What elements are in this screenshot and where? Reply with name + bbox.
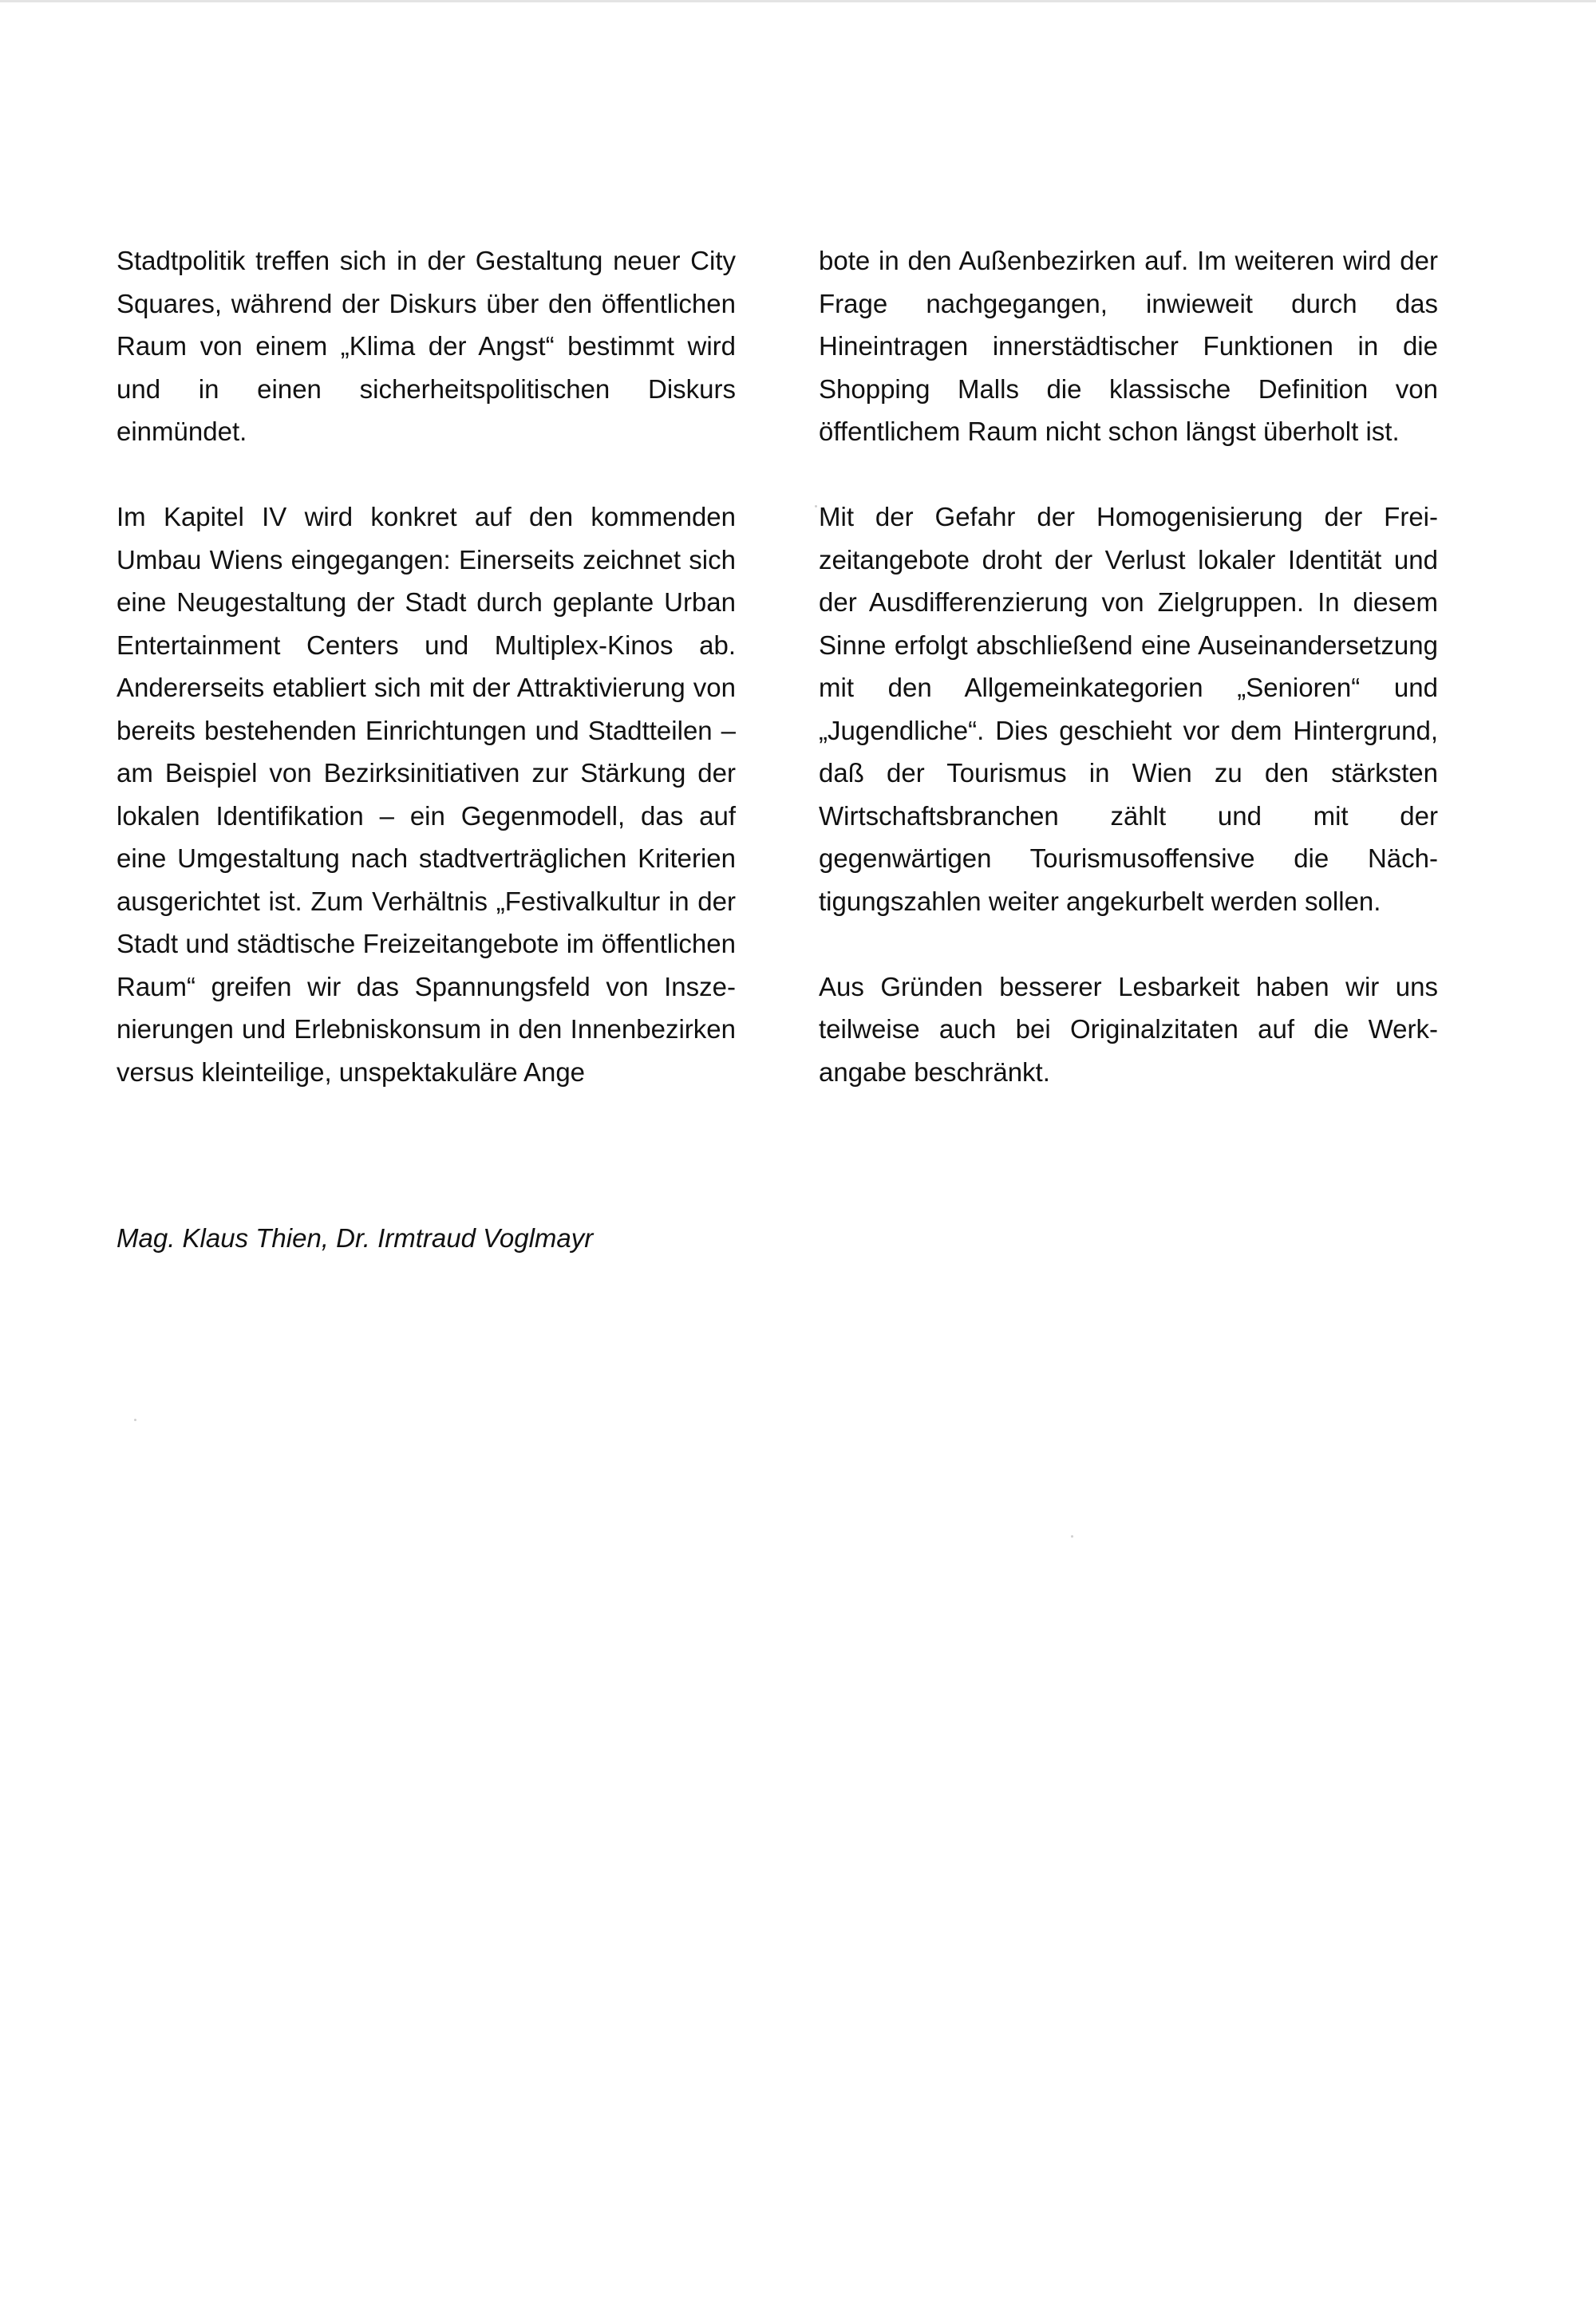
right-text-column [819, 239, 1438, 1093]
paragraph-aussenbezirke: bote in den Außenbezirken auf. Im weiteren wird der Frage nachgegangen, inwieweit durch das Hineintragen innerstädtischer Funktionen in die Shopping Malls die klassische Definition von öffentlichem Raum nicht schon längst überholt ist. [819, 246, 1438, 446]
scan-speck [1071, 1535, 1073, 1538]
paragraph-stadtpolitik: Stadtpolitik treffen sich in der Gestaltung neuer City Squares, während der Diskurs über den öffentlichen Raum von einem „Klima der Angst“ bestimmt wird und in einen sicherheitspolitischen Diskurs einmündet. [117, 246, 736, 446]
author-signature: Mag. Klaus Thien, Dr. Irmtraud Voglmayr [117, 1223, 594, 1253]
paragraph-lesbarkeit: Aus Gründen besserer Lesbarkeit haben wir uns teilweise auch bei Originalzitaten auf die Werkangabe beschränkt. [819, 971, 1438, 1087]
scan-edge [0, 0, 1596, 2]
left-text-column [117, 239, 736, 1093]
scan-speck [134, 1419, 136, 1421]
paragraph-kapitel-iv: Im Kapitel IV wird konkret auf den kommenden Umbau Wiens eingegangen: Einerseits zeichnet sich eine Neugestaltung der Stadt durch geplante Urban Entertainment Centers und Multiplex-Kinos ab. Andererseits etabliert sich mit der Attraktivierung von bereits bestehenden Einrichtungen und Stadtteilen – am Beispiel von Bezirksinitiativen zur Stärkung der lokalen Identifikation – ein Gegenmodell, das auf eine Umgestaltung nach stadtverträglichen Kriterien ausgerichtet ist. Zum Verhältnis „Festivalkultur in der Stadt und städtische Freizeitangebote im öffentlichen Raum“ greifen wir das Spannungsfeld von Inszenierungen und Erlebniskonsum in den Innenbezirken versus kleinteilige, unspektakuläre Ange [117, 502, 736, 1087]
scan-speck [815, 505, 817, 507]
paragraph-homogenisierung: Mit der Gefahr der Homogenisierung der Freizeitangebote droht der Verlust lokaler Identität und der Ausdifferenzierung von Zielgruppen. In diesem Sinne erfolgt abschließend eine Auseinandersetzung mit den Allgemeinkategorien „Senioren“ und „Jugendliche“. Dies geschieht vor dem Hintergrund, daß der Tourismus in Wien zu den stärksten Wirtschaftsbranchen zählt und mit der gegenwärtigen Tourismusoffensive die Nächtigungszahlen weiter angekurbelt werden sollen. [819, 502, 1438, 916]
